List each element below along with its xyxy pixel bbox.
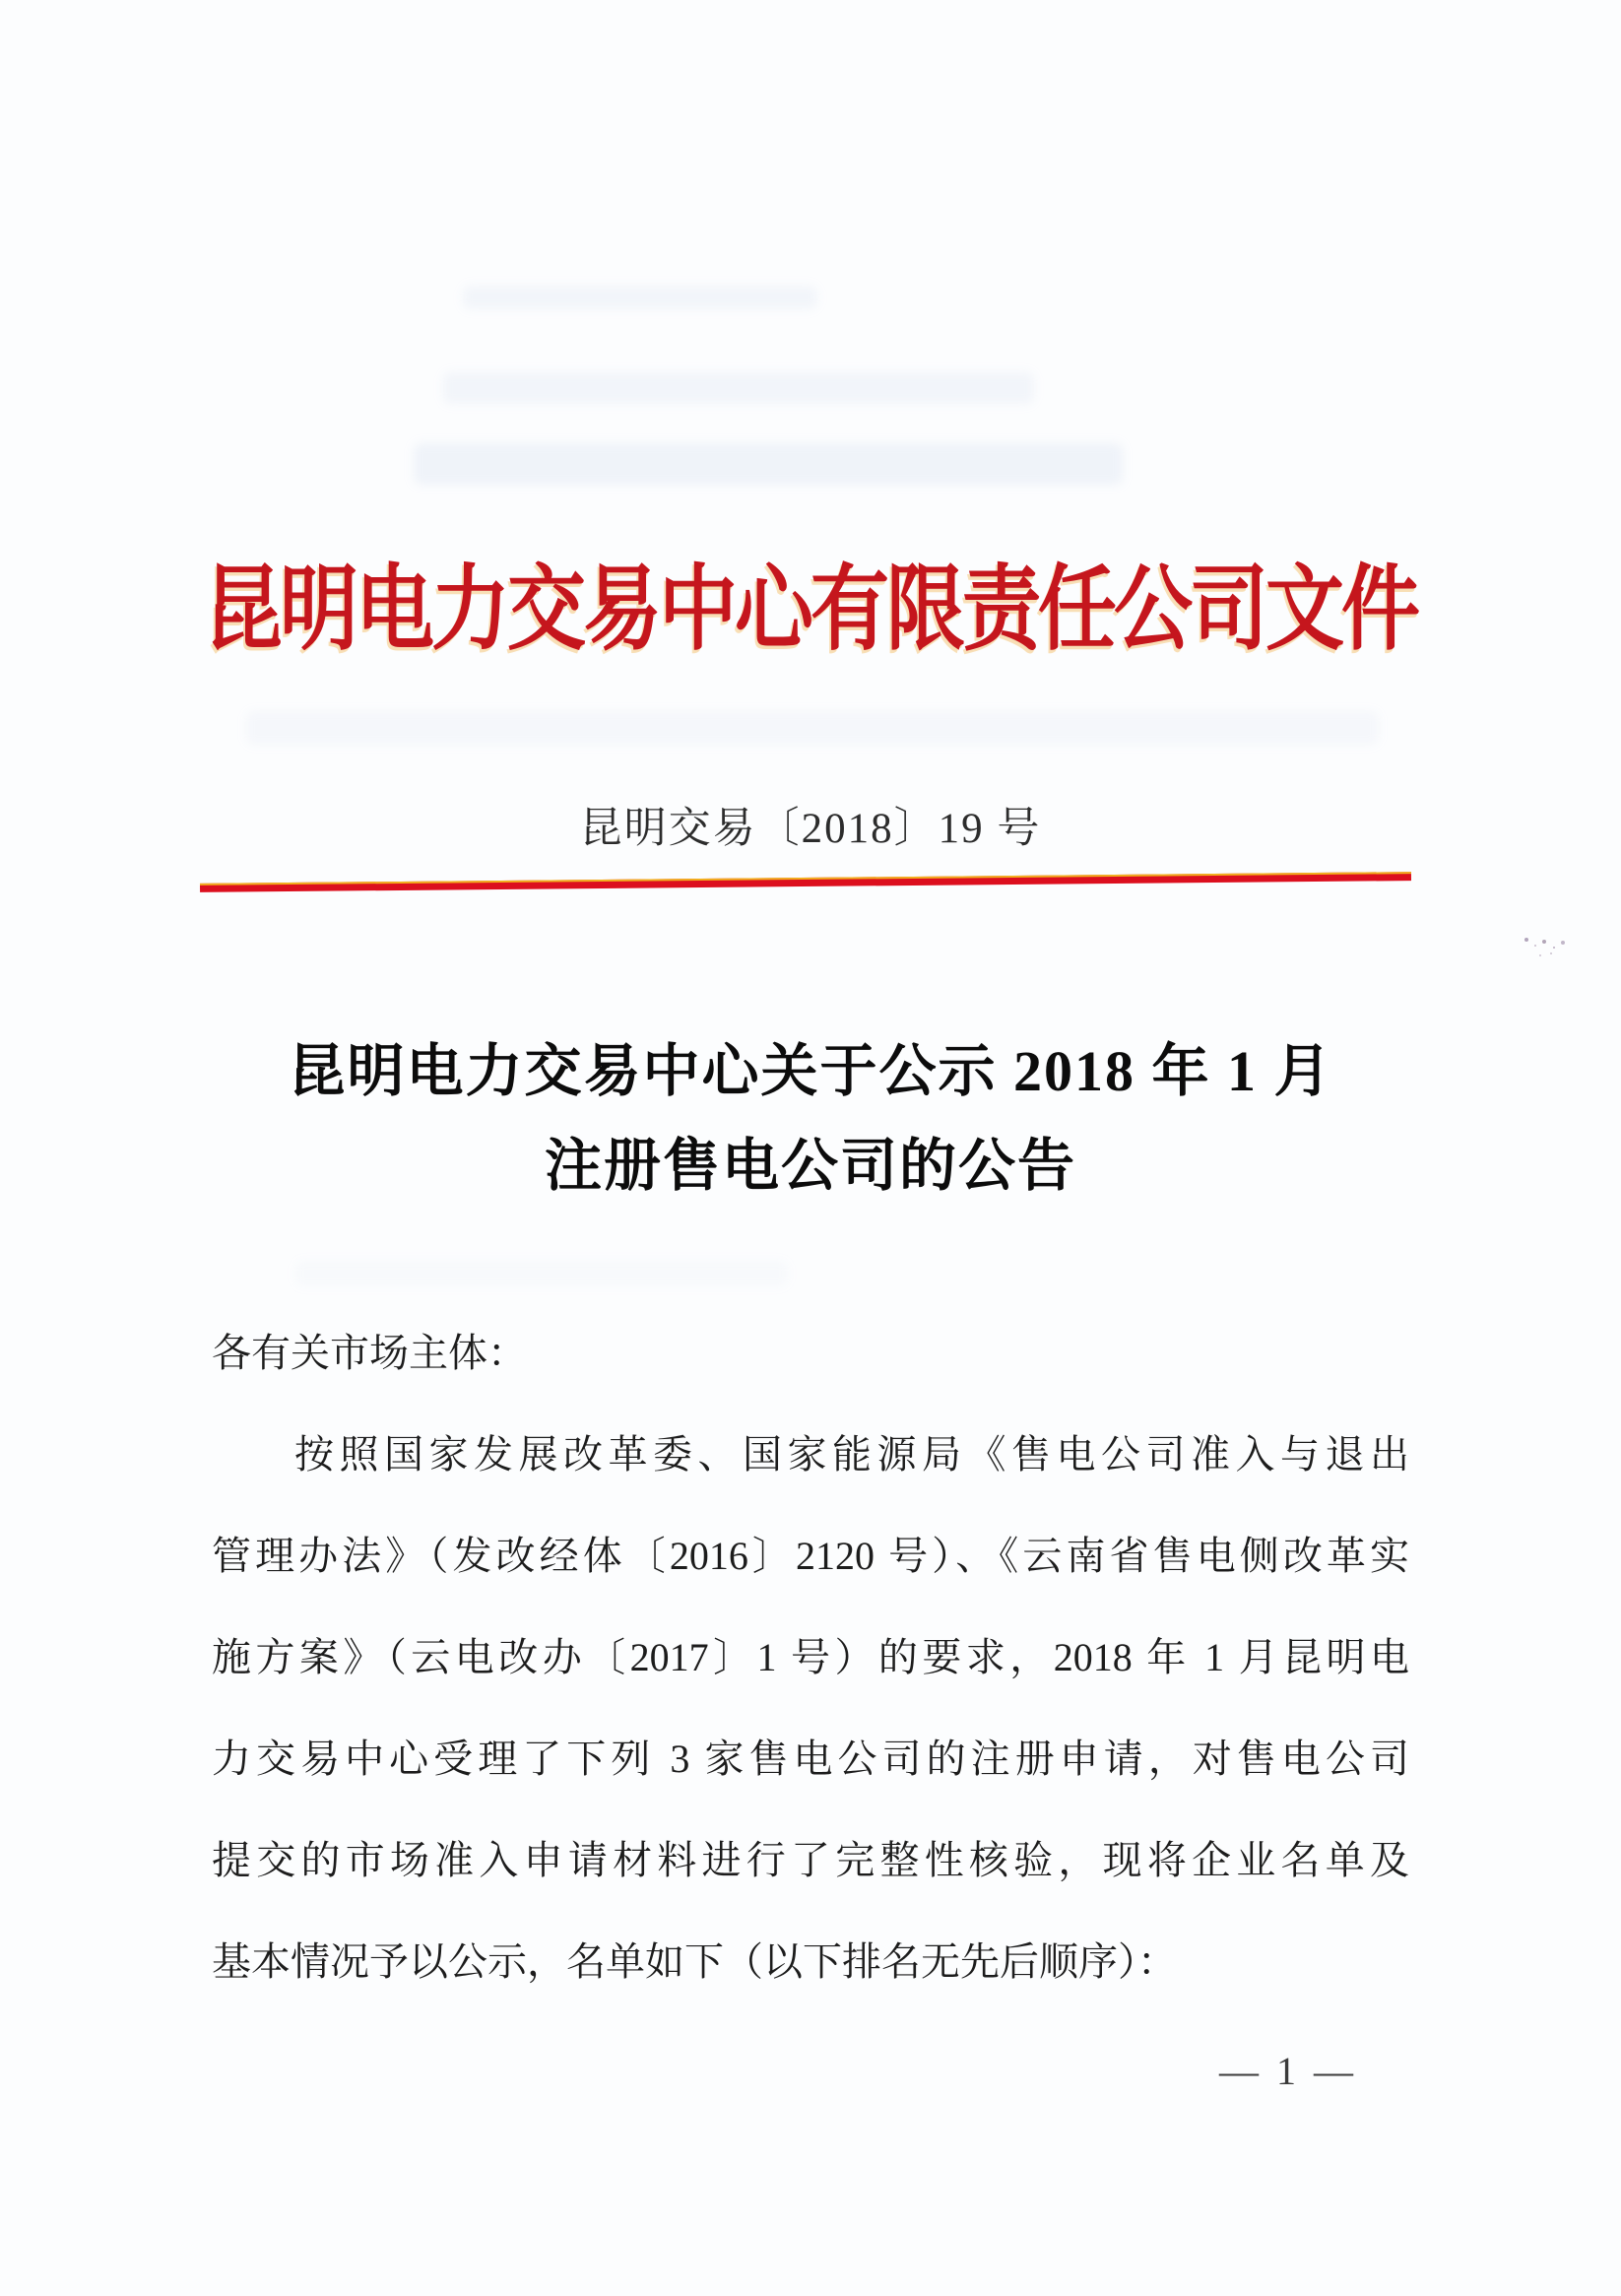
document-title-line-2: 注册售电公司的公告	[544, 1134, 1076, 1198]
pencil-speckle-artifact	[1524, 938, 1528, 942]
bleed-through-artifact	[295, 1261, 788, 1286]
document-body	[212, 1302, 1409, 2012]
document-number: 昆明交易〔2018〕19 号	[579, 806, 1042, 852]
page-number: — 1 —	[1219, 2049, 1357, 2093]
document-title	[0, 1024, 1621, 1214]
paragraph-line: 施方案》（云电改办〔2017〕1 号）的要求，2018 年 1 月昆明电	[212, 1635, 1409, 1679]
paragraph-line: 按照国家发展改革委、国家能源局《售电公司准入与退出	[294, 1432, 1409, 1476]
bleed-through-artifact	[414, 443, 1123, 485]
salutation-line: 各有关市场主体：	[212, 1331, 527, 1375]
document-title-line-1: 昆明电力交易中心关于公示 2018 年 1 月	[288, 1039, 1333, 1103]
paragraph-line: 管理办法》（发改经体〔2016〕2120 号）、《云南省售电侧改革实	[212, 1534, 1409, 1578]
red-letterhead-title: 昆明电力交易中心有限责任公司文件	[204, 558, 1417, 662]
paragraph-line: 力交易中心受理了下列 3 家售电公司的注册申请，对售电公司	[212, 1737, 1409, 1781]
paragraph-line: 提交的市场准入申请材料进行了完整性核验，现将企业名单及	[212, 1838, 1409, 1882]
bleed-through-artifact	[246, 711, 1379, 745]
bleed-through-artifact	[463, 286, 817, 309]
red-divider-line	[200, 872, 1411, 892]
paragraph-line: 基本情况予以公示，名单如下（以下排名无先后顺序）：	[212, 1939, 1177, 1984]
bleed-through-artifact	[443, 372, 1034, 404]
